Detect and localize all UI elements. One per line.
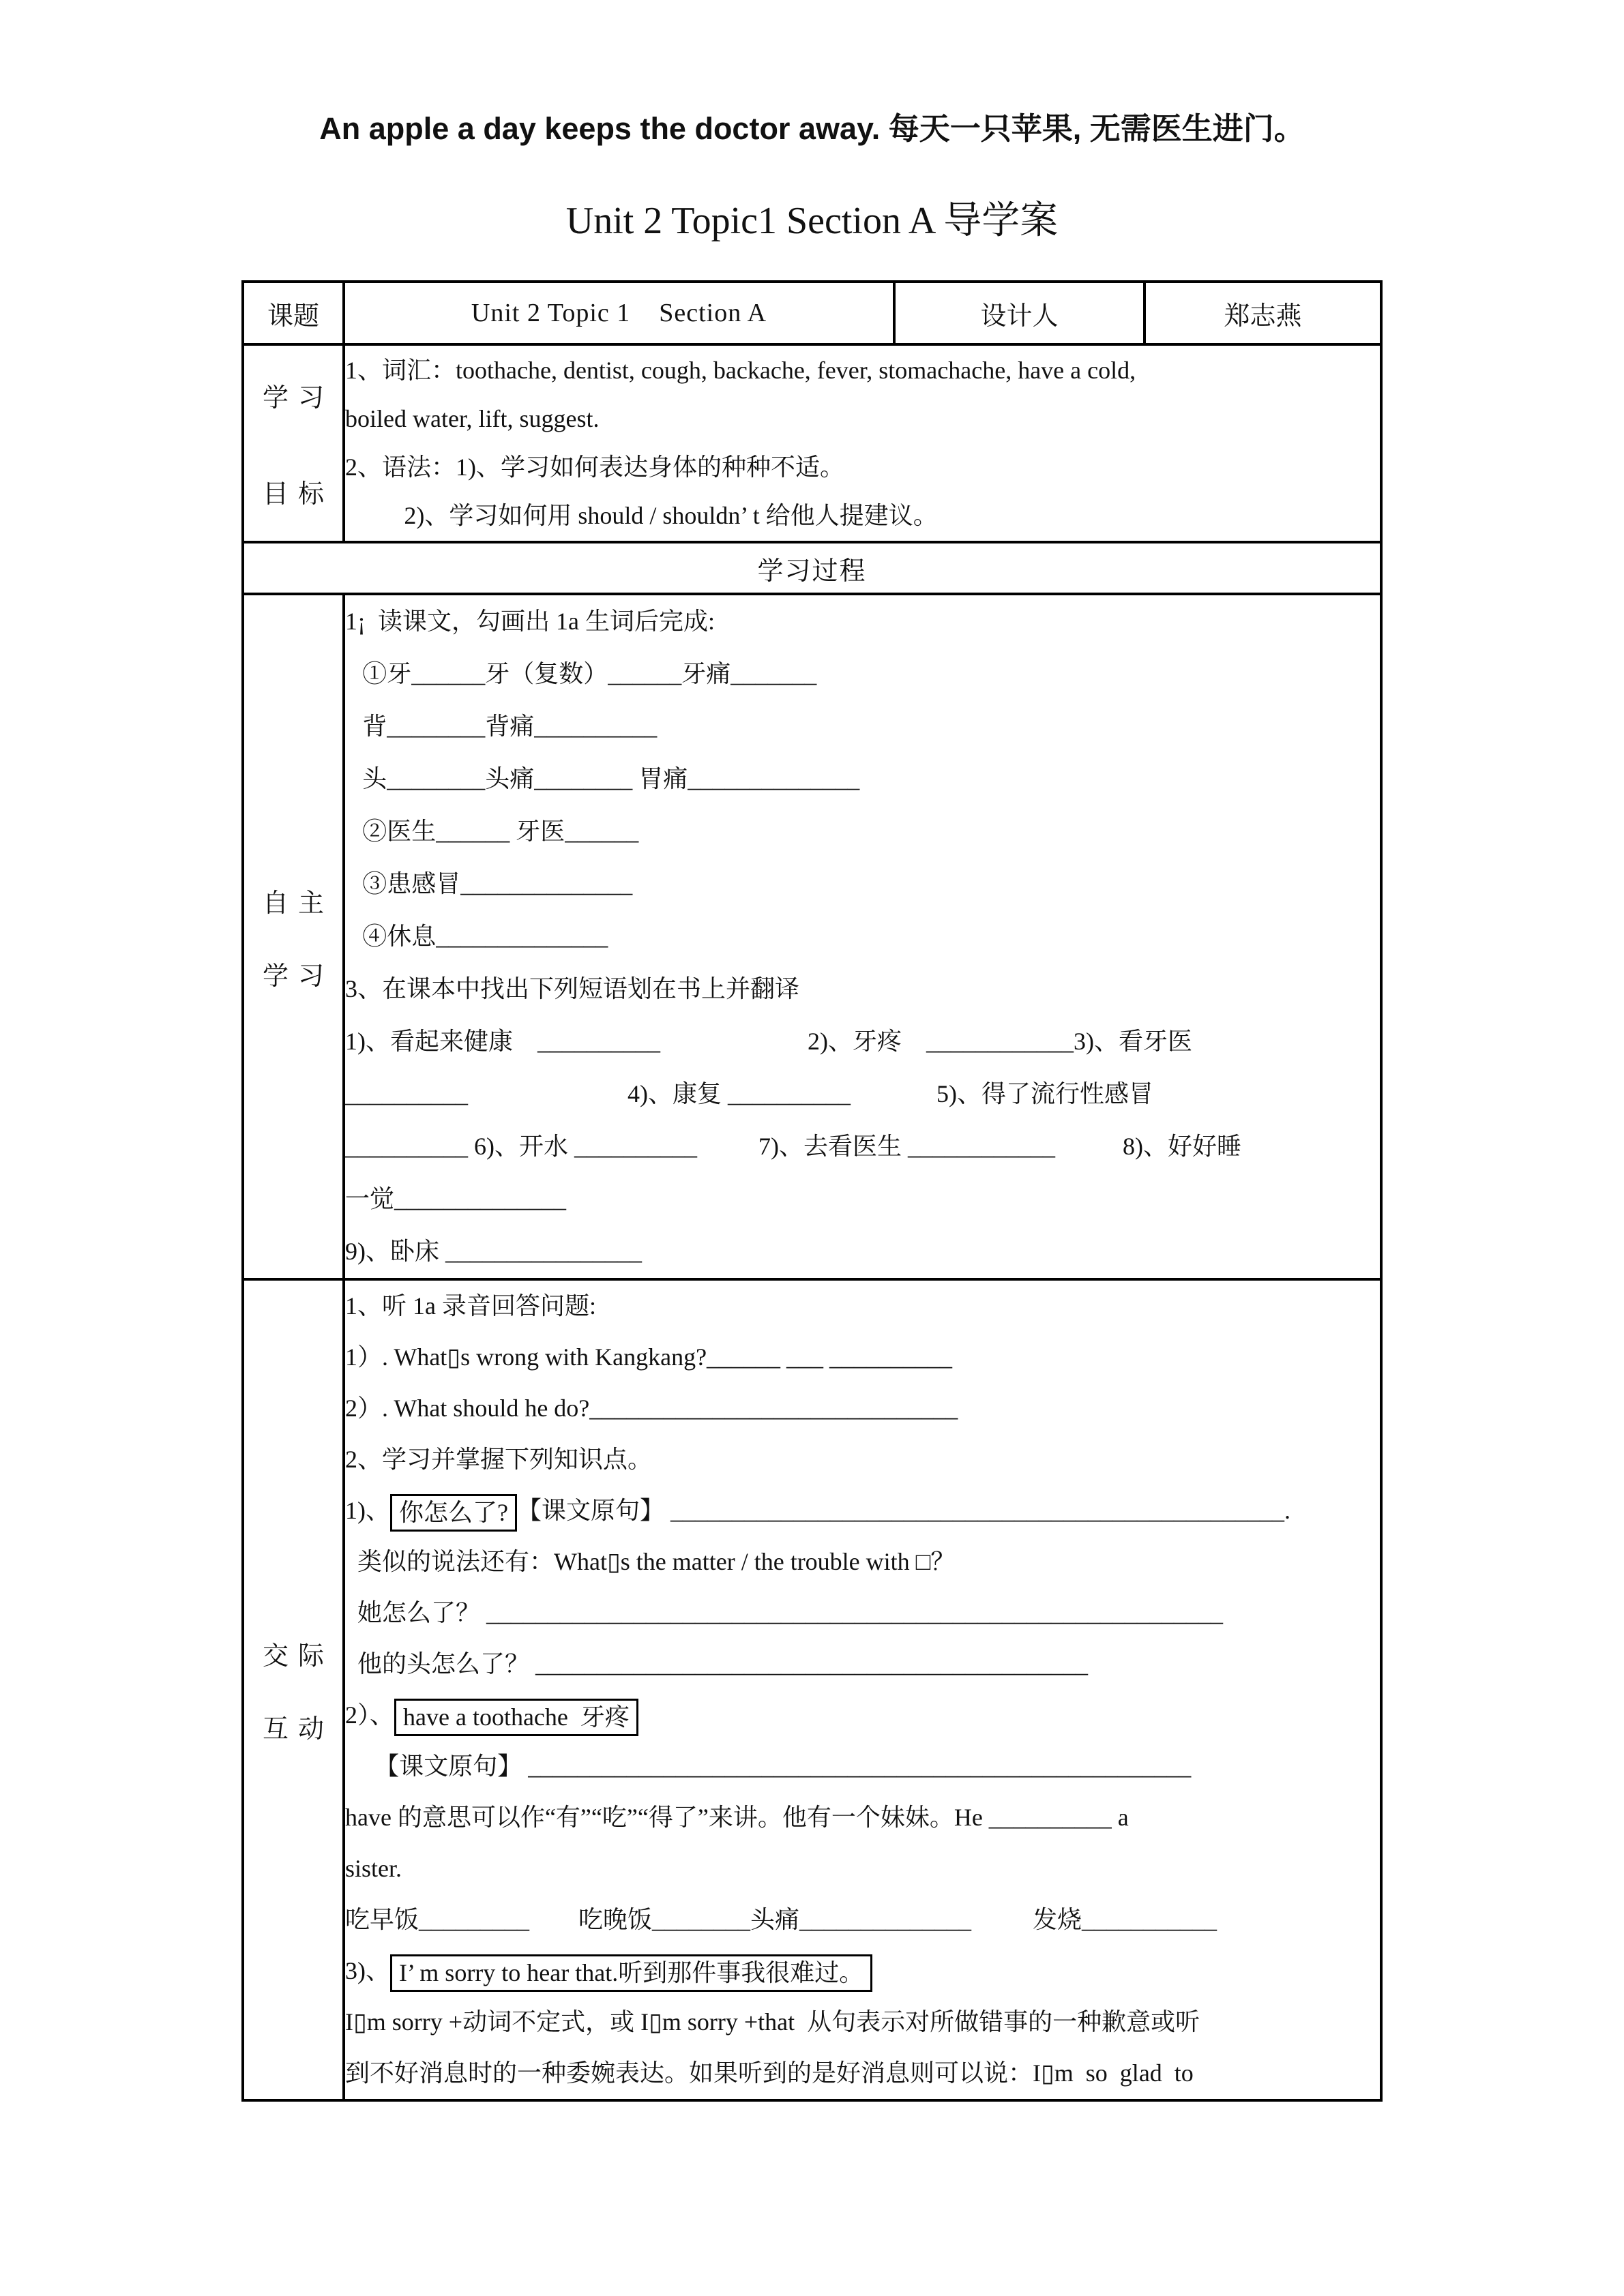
text-line: [345, 1015, 1380, 1068]
text-segment: 1)、: [345, 1497, 390, 1524]
designer-label-cell: 设计人: [894, 282, 1145, 344]
text-segment: 头________头痛________ 胃痛______________: [362, 765, 860, 792]
process-header-cell: 学习过程: [243, 542, 1381, 594]
text-segment: 2)、学习如何用 should / shouldn’ t 给他人提建议。: [404, 502, 938, 529]
motto-english: An apple a day keeps the doctor away.: [319, 111, 881, 146]
self-study-label-cell: [243, 594, 344, 1279]
interaction-label: [244, 1635, 342, 1745]
text-segment: 3)、: [345, 1957, 390, 1984]
topic-row: [243, 282, 1381, 344]
text-line: [345, 1434, 1380, 1485]
text-line: [345, 395, 1380, 443]
text-segment: 一觉______________: [345, 1185, 567, 1212]
goals-row: [243, 344, 1381, 542]
interaction-row: [243, 1279, 1381, 2100]
text-segment: 2、语法：1)、学习如何表达身体的种种不适。: [345, 453, 844, 481]
text-segment: ④休息______________: [362, 923, 608, 950]
text-line: [345, 1639, 1380, 1690]
goals-label-line2: 目标: [262, 480, 334, 509]
boxed-phrase: have a toothache 牙疼: [394, 1699, 638, 1736]
text-line: [345, 910, 1380, 963]
self-study-content-cell: [344, 594, 1381, 1279]
text-segment: 2）、: [345, 1701, 395, 1729]
text-line: [345, 1536, 1380, 1587]
text-line: [345, 1945, 1380, 1997]
boxed-phrase: I’ m sorry to hear that.听到那件事我很难过。: [390, 1954, 872, 1992]
text-segment: __________ 4)、康复 __________ 5)、得了流行性感冒: [345, 1080, 1153, 1107]
text-line: [345, 1225, 1380, 1278]
goals-content-cell: [344, 344, 1381, 542]
worksheet-table: [241, 280, 1383, 2102]
text-line: [345, 1068, 1380, 1120]
text-segment: 她怎么了？ ____________________________________________________________: [357, 1599, 1224, 1626]
interaction-label-line1: 交际: [262, 1642, 334, 1671]
text-segment: 1）. What▯s wrong with Kangkang?______ ___ __________: [345, 1343, 953, 1371]
text-line: [345, 1383, 1380, 1434]
text-segment: ③患感冒______________: [362, 870, 633, 897]
text-line: [345, 858, 1380, 910]
text-line: [345, 443, 1380, 492]
motto-chinese: 每天一只苹果, 无需医生进门。: [880, 111, 1305, 146]
text-line: [345, 492, 1380, 540]
text-line: [345, 346, 1380, 395]
self-study-label: [244, 882, 342, 992]
text-segment: 9)、卧床 ________________: [345, 1238, 642, 1265]
text-segment: 2、学习并掌握下列知识点。: [345, 1446, 653, 1473]
boxed-phrase: 你怎么了?: [390, 1494, 517, 1532]
self-study-row: [243, 594, 1381, 1279]
text-line: [345, 1120, 1380, 1173]
process-header-row: [243, 542, 1381, 594]
text-segment: ______________________________________________________: [528, 1753, 1192, 1780]
text-segment: __________ 6)、开水 __________ 7)、去看医生 ____________ 8)、好好睡: [345, 1133, 1241, 1160]
text-segment: 到不好消息时的一种委婉表达。如果听到的是好消息则可以说：I▯m so glad to: [345, 2059, 1194, 2087]
text-line: [345, 753, 1380, 805]
goals-label: [244, 376, 342, 510]
text-line: [345, 700, 1380, 753]
text-line: [345, 963, 1380, 1015]
text-line: [345, 1843, 1380, 1894]
goals-label-line1: 学习: [262, 384, 334, 413]
text-line: [345, 1894, 1380, 1945]
topic-label-cell: 课题: [243, 282, 344, 344]
text-segment: boiled water, lift, suggest.: [345, 405, 600, 432]
text-segment: 类似的说法还有：What▯s the matter / the trouble with □？: [357, 1548, 956, 1575]
text-segment: 1¡ 读课文，勾画出 1a 生词后完成:: [345, 608, 715, 635]
text-segment: 1)、看起来健康 __________ 2)、牙疼 ____________3)、看牙医: [345, 1028, 1192, 1055]
text-segment: I▯m sorry +动词不定式，或 I▯m sorry +that 从句表示对所做错事的一种歉意或听: [345, 2008, 1200, 2036]
text-segment: sister.: [345, 1855, 402, 1882]
text-segment: 3、在课本中找出下列短语划在书上并翻译: [345, 975, 800, 1002]
text-segment: 2）. What should he do?______________________________: [345, 1395, 958, 1422]
page-motto: [0, 104, 1624, 148]
text-segment: 1、词汇：toothache, dentist, cough, backache, fever, stomachache, have a cold,: [345, 357, 1136, 384]
text-line: [345, 648, 1380, 700]
interaction-label-line2: 互动: [262, 1715, 334, 1744]
interaction-label-cell: [243, 1279, 344, 2100]
text-line: [345, 1997, 1380, 2048]
text-segment: have 的意思可以作“有”“吃”“得了”来讲。他有一个妹妹。He __________ a: [345, 1804, 1129, 1831]
text-line: [345, 1281, 1380, 1332]
text-segment: ①牙______牙（复数）______牙痛_______: [362, 660, 817, 687]
text-segment: 他的头怎么了？ _____________________________________________: [357, 1650, 1089, 1678]
text-line: [345, 1587, 1380, 1639]
text-line: [345, 1792, 1380, 1843]
topic-value-cell: Unit 2 Topic 1 Section A: [344, 282, 894, 344]
self-study-label-line2: 学习: [262, 961, 334, 991]
self-study-label-line1: 自主: [262, 889, 334, 918]
text-segment: 【课文原句】: [374, 1753, 529, 1780]
designer-name-cell: 郑志燕: [1145, 282, 1381, 344]
text-line: [345, 595, 1380, 648]
text-line: [345, 1741, 1380, 1792]
text-segment: 【课文原句】: [516, 1497, 670, 1524]
goals-label-cell: [243, 344, 344, 542]
text-segment: 1、听 1a 录音回答问题:: [345, 1292, 596, 1320]
text-segment: ②医生______ 牙医______: [362, 818, 639, 845]
text-segment: 背________背痛__________: [362, 713, 658, 740]
text-line: [345, 1690, 1380, 1741]
text-line: [345, 2048, 1380, 2099]
text-line: [345, 1173, 1380, 1225]
text-segment: __________________________________________________.: [670, 1497, 1290, 1524]
text-segment: 吃早饭_________ 吃晚饭________头痛______________ 发烧___________: [345, 1906, 1217, 1933]
document-title: Unit 2 Topic1 Section A 导学案: [565, 200, 1059, 242]
interaction-content-cell: [344, 1279, 1381, 2100]
text-line: [345, 1332, 1380, 1383]
text-line: [345, 805, 1380, 858]
text-line: [345, 1485, 1380, 1536]
